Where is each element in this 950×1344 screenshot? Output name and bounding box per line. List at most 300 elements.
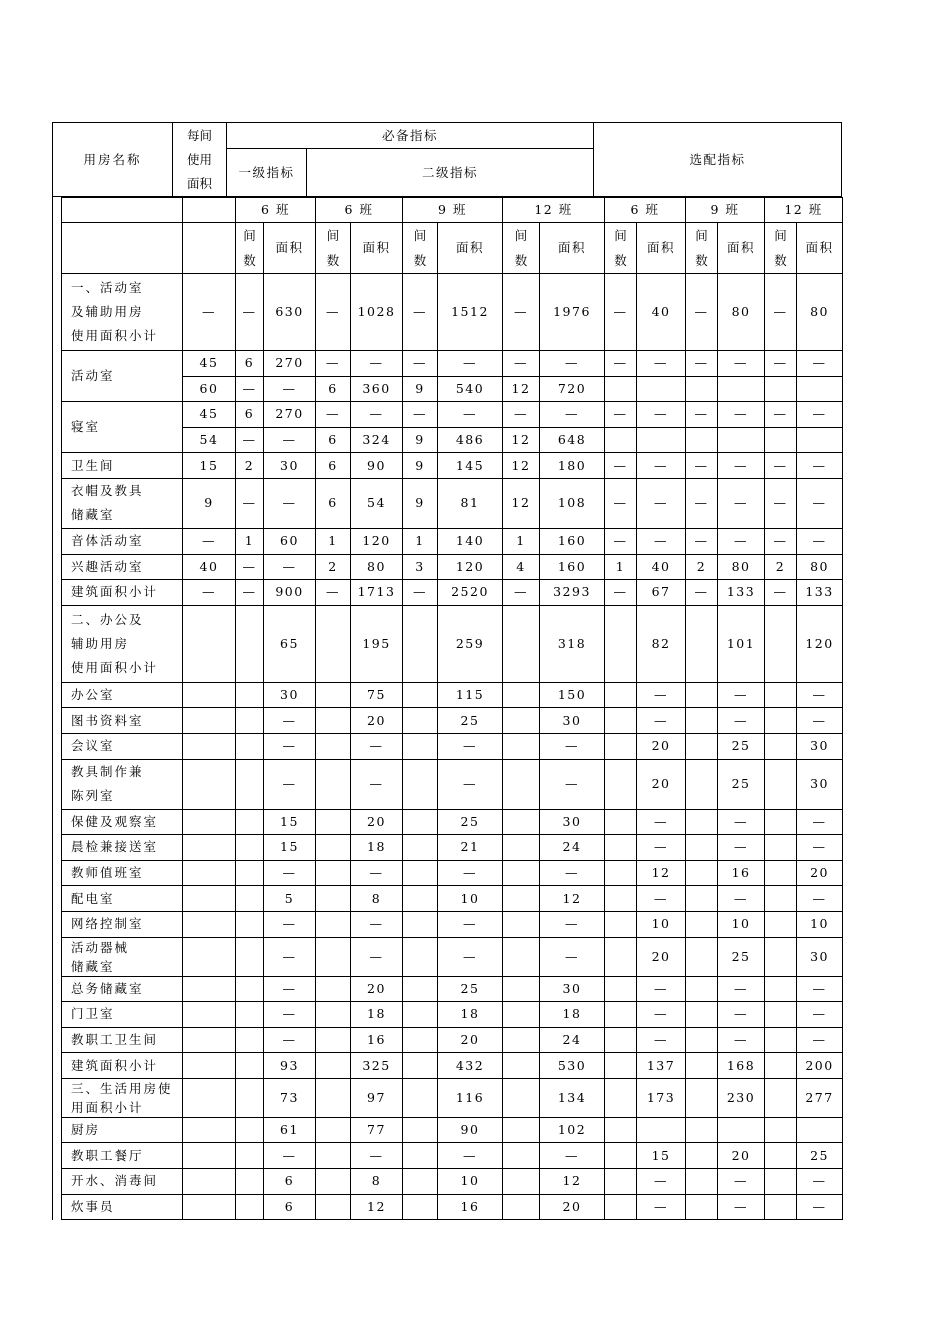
area-cell: — bbox=[797, 478, 843, 528]
blank-cell bbox=[183, 198, 236, 223]
unit-area-cell bbox=[183, 1002, 236, 1028]
room-name-cell: 寝室 bbox=[62, 402, 183, 453]
area-cell: 16 bbox=[438, 1194, 503, 1220]
room-name-cell: 教师值班室 bbox=[62, 860, 183, 886]
area-header: 面积 bbox=[637, 223, 686, 274]
count-cell bbox=[403, 976, 438, 1002]
count-cell: — bbox=[236, 580, 264, 606]
count-cell bbox=[403, 911, 438, 937]
area-cell: — bbox=[718, 708, 765, 734]
area-cell: 432 bbox=[438, 1053, 503, 1079]
room-name-cell: 音体活动室 bbox=[62, 528, 183, 554]
area-cell: 1976 bbox=[540, 274, 605, 351]
area-cell: — bbox=[718, 1002, 765, 1028]
count-cell bbox=[686, 1117, 718, 1143]
count-cell: 2 bbox=[765, 554, 797, 580]
area-cell: — bbox=[718, 1027, 765, 1053]
count-cell: — bbox=[236, 274, 264, 351]
count-header: 间 数 bbox=[686, 223, 718, 274]
area-cell: — bbox=[264, 1027, 316, 1053]
area-cell: — bbox=[718, 1194, 765, 1220]
area-cell: — bbox=[264, 1143, 316, 1169]
count-cell: 3 bbox=[403, 554, 438, 580]
count-cell bbox=[316, 605, 351, 682]
area-cell: — bbox=[540, 759, 605, 809]
area-cell: 18 bbox=[351, 1002, 403, 1028]
area-cell: 259 bbox=[438, 605, 503, 682]
count-cell bbox=[605, 886, 637, 912]
area-cell bbox=[718, 1117, 765, 1143]
table-row bbox=[62, 911, 843, 937]
count-cell: — bbox=[236, 478, 264, 528]
count-cell bbox=[236, 1053, 264, 1079]
area-cell: 318 bbox=[540, 605, 605, 682]
count-cell bbox=[765, 937, 797, 976]
area-cell: 67 bbox=[637, 580, 686, 606]
count-cell bbox=[236, 886, 264, 912]
count-cell bbox=[503, 682, 540, 708]
unit-area-cell: — bbox=[183, 274, 236, 351]
count-cell bbox=[503, 835, 540, 861]
count-cell bbox=[686, 1194, 718, 1220]
count-cell bbox=[765, 708, 797, 734]
area-cell: — bbox=[264, 427, 316, 453]
area-cell: 324 bbox=[351, 427, 403, 453]
count-cell: — bbox=[316, 351, 351, 377]
count-cell bbox=[503, 1078, 540, 1117]
area-cell: 25 bbox=[718, 759, 765, 809]
area-cell: 30 bbox=[797, 759, 843, 809]
room-name-cell: 兴趣活动室 bbox=[62, 554, 183, 580]
table-row bbox=[62, 1117, 843, 1143]
table-row bbox=[62, 274, 843, 351]
table-row bbox=[62, 1027, 843, 1053]
table-row bbox=[62, 528, 843, 554]
count-cell bbox=[686, 1143, 718, 1169]
count-cell bbox=[605, 1194, 637, 1220]
count-cell: 2 bbox=[236, 453, 264, 479]
count-cell: — bbox=[686, 528, 718, 554]
area-cell: — bbox=[637, 528, 686, 554]
count-cell bbox=[316, 1078, 351, 1117]
unit-area-cell: 60 bbox=[183, 376, 236, 402]
count-cell: — bbox=[403, 580, 438, 606]
room-name-cell: 厨房 bbox=[62, 1117, 183, 1143]
count-cell: 2 bbox=[316, 554, 351, 580]
count-header: 间 数 bbox=[403, 223, 438, 274]
area-cell: 54 bbox=[351, 478, 403, 528]
area-cell: 900 bbox=[264, 580, 316, 606]
area-cell: 20 bbox=[637, 733, 686, 759]
area-cell: — bbox=[797, 351, 843, 377]
data-table bbox=[61, 197, 843, 1220]
count-cell: — bbox=[605, 478, 637, 528]
area-cell: 20 bbox=[637, 759, 686, 809]
area-cell: 168 bbox=[718, 1053, 765, 1079]
count-cell bbox=[686, 860, 718, 886]
class-header: 6 班 bbox=[236, 198, 316, 223]
area-cell: 133 bbox=[718, 580, 765, 606]
count-cell: — bbox=[686, 478, 718, 528]
table-header bbox=[52, 122, 842, 197]
count-cell bbox=[403, 1194, 438, 1220]
count-cell: 1 bbox=[403, 528, 438, 554]
area-cell: — bbox=[718, 453, 765, 479]
area-header: 面积 bbox=[540, 223, 605, 274]
unit-area-cell: 15 bbox=[183, 453, 236, 479]
area-cell: 133 bbox=[797, 580, 843, 606]
count-cell: 12 bbox=[503, 427, 540, 453]
count-cell: 6 bbox=[316, 376, 351, 402]
count-cell bbox=[605, 911, 637, 937]
area-cell: 16 bbox=[718, 860, 765, 886]
area-cell: — bbox=[540, 351, 605, 377]
area-cell: — bbox=[264, 733, 316, 759]
count-cell bbox=[503, 937, 540, 976]
count-cell bbox=[503, 886, 540, 912]
area-cell: 116 bbox=[438, 1078, 503, 1117]
count-cell bbox=[236, 759, 264, 809]
area-cell: — bbox=[264, 708, 316, 734]
area-cell: 12 bbox=[351, 1194, 403, 1220]
unit-area-cell bbox=[183, 976, 236, 1002]
class-header: 12 班 bbox=[765, 198, 843, 223]
area-cell: 102 bbox=[540, 1117, 605, 1143]
area-cell: — bbox=[264, 478, 316, 528]
unit-area-cell bbox=[183, 1143, 236, 1169]
area-cell: 25 bbox=[797, 1143, 843, 1169]
room-name-cell: 保健及观察室 bbox=[62, 809, 183, 835]
unit-area-cell: 45 bbox=[183, 402, 236, 428]
area-cell: — bbox=[797, 976, 843, 1002]
area-cell bbox=[718, 427, 765, 453]
area-cell: — bbox=[718, 886, 765, 912]
area-cell: 30 bbox=[540, 708, 605, 734]
area-cell: 75 bbox=[351, 682, 403, 708]
room-name-cell: 办公室 bbox=[62, 682, 183, 708]
unit-area-cell bbox=[183, 1194, 236, 1220]
count-cell bbox=[686, 682, 718, 708]
area-cell bbox=[637, 427, 686, 453]
area-cell: 5 bbox=[264, 886, 316, 912]
room-name-cell: 教职工卫生间 bbox=[62, 1027, 183, 1053]
table-row bbox=[62, 402, 843, 428]
area-cell: 30 bbox=[797, 937, 843, 976]
area-cell: 10 bbox=[718, 911, 765, 937]
count-cell: 9 bbox=[403, 478, 438, 528]
area-cell: 25 bbox=[438, 809, 503, 835]
area-cell: — bbox=[351, 860, 403, 886]
count-cell bbox=[503, 860, 540, 886]
count-cell bbox=[403, 1027, 438, 1053]
count-cell: — bbox=[686, 274, 718, 351]
table-row bbox=[62, 580, 843, 606]
area-cell: 137 bbox=[637, 1053, 686, 1079]
count-cell bbox=[403, 682, 438, 708]
class-header: 9 班 bbox=[403, 198, 503, 223]
count-cell: — bbox=[316, 402, 351, 428]
area-cell: — bbox=[797, 708, 843, 734]
count-cell: 9 bbox=[403, 427, 438, 453]
count-cell bbox=[765, 1117, 797, 1143]
count-cell bbox=[605, 682, 637, 708]
count-cell bbox=[316, 976, 351, 1002]
area-cell: — bbox=[264, 911, 316, 937]
count-cell bbox=[503, 1117, 540, 1143]
count-cell: — bbox=[403, 274, 438, 351]
count-cell bbox=[605, 1078, 637, 1117]
count-cell bbox=[686, 1078, 718, 1117]
class-header: 6 班 bbox=[316, 198, 403, 223]
area-cell: 720 bbox=[540, 376, 605, 402]
area-cell bbox=[637, 376, 686, 402]
area-cell: 120 bbox=[351, 528, 403, 554]
area-cell: — bbox=[264, 860, 316, 886]
area-cell: 20 bbox=[797, 860, 843, 886]
area-cell: — bbox=[540, 733, 605, 759]
blank-cell bbox=[62, 223, 183, 274]
count-cell bbox=[403, 708, 438, 734]
area-cell: — bbox=[351, 1143, 403, 1169]
count-cell bbox=[316, 1169, 351, 1195]
area-cell: — bbox=[637, 886, 686, 912]
count-cell bbox=[686, 759, 718, 809]
table-row bbox=[62, 708, 843, 734]
area-cell: — bbox=[718, 809, 765, 835]
area-cell: 25 bbox=[438, 708, 503, 734]
area-cell: — bbox=[718, 478, 765, 528]
count-cell: — bbox=[605, 351, 637, 377]
count-cell bbox=[403, 1078, 438, 1117]
area-cell: 1512 bbox=[438, 274, 503, 351]
area-cell: 30 bbox=[264, 453, 316, 479]
unit-area-cell: 54 bbox=[183, 427, 236, 453]
count-header: 间 数 bbox=[316, 223, 351, 274]
count-cell bbox=[236, 1117, 264, 1143]
count-cell bbox=[686, 937, 718, 976]
area-cell: — bbox=[797, 453, 843, 479]
count-cell bbox=[765, 427, 797, 453]
sub-header-row bbox=[62, 223, 843, 274]
unit-area-cell bbox=[183, 1169, 236, 1195]
count-cell: 12 bbox=[503, 478, 540, 528]
count-cell: — bbox=[503, 351, 540, 377]
count-cell bbox=[503, 1027, 540, 1053]
count-cell: 1 bbox=[605, 554, 637, 580]
unit-area-cell bbox=[183, 708, 236, 734]
unit-area-cell bbox=[183, 911, 236, 937]
count-cell bbox=[686, 733, 718, 759]
count-cell: — bbox=[765, 580, 797, 606]
blank-cell bbox=[62, 198, 183, 223]
count-cell: — bbox=[765, 478, 797, 528]
area-cell: 20 bbox=[351, 708, 403, 734]
count-cell: — bbox=[605, 402, 637, 428]
area-cell bbox=[637, 1117, 686, 1143]
area-cell: 40 bbox=[637, 274, 686, 351]
count-cell: 6 bbox=[316, 478, 351, 528]
table-row bbox=[62, 835, 843, 861]
area-cell: — bbox=[637, 1169, 686, 1195]
area-cell: — bbox=[797, 1169, 843, 1195]
area-cell: — bbox=[438, 402, 503, 428]
area-cell: 101 bbox=[718, 605, 765, 682]
count-cell bbox=[605, 733, 637, 759]
area-cell: — bbox=[351, 937, 403, 976]
count-cell bbox=[236, 1002, 264, 1028]
area-cell: — bbox=[351, 759, 403, 809]
area-cell: — bbox=[797, 809, 843, 835]
area-cell: 30 bbox=[797, 733, 843, 759]
area-cell: — bbox=[637, 976, 686, 1002]
count-cell: 2 bbox=[686, 554, 718, 580]
count-cell bbox=[765, 605, 797, 682]
area-cell: — bbox=[264, 1002, 316, 1028]
area-cell: 2520 bbox=[438, 580, 503, 606]
area-cell: — bbox=[637, 351, 686, 377]
area-cell: 73 bbox=[264, 1078, 316, 1117]
count-cell: 1 bbox=[503, 528, 540, 554]
room-name-cell: 建筑面积小计 bbox=[62, 1053, 183, 1079]
area-cell: 277 bbox=[797, 1078, 843, 1117]
area-cell: — bbox=[797, 402, 843, 428]
table-row bbox=[62, 605, 843, 682]
area-cell: — bbox=[438, 759, 503, 809]
count-cell bbox=[605, 376, 637, 402]
unit-area-cell bbox=[183, 759, 236, 809]
count-cell bbox=[236, 835, 264, 861]
area-cell: 360 bbox=[351, 376, 403, 402]
area-cell: — bbox=[637, 1027, 686, 1053]
header-unit-area: 每间 使用 面积 bbox=[173, 123, 227, 197]
area-cell: 12 bbox=[540, 1169, 605, 1195]
area-cell: — bbox=[264, 976, 316, 1002]
area-cell: — bbox=[718, 351, 765, 377]
area-cell: 120 bbox=[438, 554, 503, 580]
area-cell: — bbox=[797, 1194, 843, 1220]
count-cell bbox=[236, 1169, 264, 1195]
count-cell: 9 bbox=[403, 376, 438, 402]
count-cell bbox=[236, 911, 264, 937]
area-cell: — bbox=[264, 759, 316, 809]
unit-area-cell: — bbox=[183, 528, 236, 554]
count-cell bbox=[316, 733, 351, 759]
header-optional: 选配指标 bbox=[594, 123, 842, 197]
count-cell bbox=[605, 1117, 637, 1143]
count-cell: — bbox=[605, 528, 637, 554]
table-row bbox=[62, 1169, 843, 1195]
area-cell: 77 bbox=[351, 1117, 403, 1143]
area-cell: — bbox=[637, 1194, 686, 1220]
count-cell: 6 bbox=[236, 402, 264, 428]
area-cell: 30 bbox=[540, 809, 605, 835]
count-cell bbox=[316, 809, 351, 835]
area-cell: — bbox=[438, 1143, 503, 1169]
count-cell bbox=[403, 860, 438, 886]
room-name-cell: 会议室 bbox=[62, 733, 183, 759]
count-cell: — bbox=[403, 351, 438, 377]
count-cell bbox=[503, 1194, 540, 1220]
count-cell: — bbox=[316, 274, 351, 351]
unit-area-cell: 40 bbox=[183, 554, 236, 580]
area-cell: — bbox=[351, 402, 403, 428]
count-cell bbox=[403, 937, 438, 976]
area-cell: 65 bbox=[264, 605, 316, 682]
area-header: 面积 bbox=[264, 223, 316, 274]
count-cell bbox=[316, 1194, 351, 1220]
table-row bbox=[62, 759, 843, 809]
count-cell bbox=[765, 1169, 797, 1195]
count-cell bbox=[503, 911, 540, 937]
area-cell: 120 bbox=[797, 605, 843, 682]
area-cell: 160 bbox=[540, 528, 605, 554]
count-cell bbox=[236, 976, 264, 1002]
table-row bbox=[62, 554, 843, 580]
area-cell: 540 bbox=[438, 376, 503, 402]
count-cell bbox=[236, 1078, 264, 1117]
count-cell bbox=[605, 1027, 637, 1053]
area-cell: 18 bbox=[438, 1002, 503, 1028]
class-header: 9 班 bbox=[686, 198, 765, 223]
count-cell: — bbox=[686, 351, 718, 377]
area-cell: — bbox=[637, 682, 686, 708]
area-cell: — bbox=[637, 478, 686, 528]
count-cell: — bbox=[686, 580, 718, 606]
area-header: 面积 bbox=[797, 223, 843, 274]
room-name-cell: 教职工餐厅 bbox=[62, 1143, 183, 1169]
unit-area-cell bbox=[183, 809, 236, 835]
area-header: 面积 bbox=[438, 223, 503, 274]
count-cell: 1 bbox=[236, 528, 264, 554]
area-cell: — bbox=[637, 708, 686, 734]
count-cell: — bbox=[236, 427, 264, 453]
count-cell: 9 bbox=[403, 453, 438, 479]
count-cell bbox=[316, 1053, 351, 1079]
area-cell: — bbox=[438, 860, 503, 886]
area-cell: 145 bbox=[438, 453, 503, 479]
area-cell: 12 bbox=[540, 886, 605, 912]
count-cell bbox=[403, 733, 438, 759]
left-border-line bbox=[52, 197, 53, 1220]
room-name-cell: 衣帽及教具 储藏室 bbox=[62, 478, 183, 528]
count-cell bbox=[605, 1169, 637, 1195]
header-level2: 二级指标 bbox=[307, 149, 594, 197]
unit-area-cell bbox=[183, 1053, 236, 1079]
area-cell: 80 bbox=[718, 554, 765, 580]
area-cell: 15 bbox=[264, 835, 316, 861]
room-name-cell: 一、活动室 及辅助用房 使用面积小计 bbox=[62, 274, 183, 351]
area-cell: — bbox=[351, 911, 403, 937]
unit-area-cell bbox=[183, 1027, 236, 1053]
area-cell: 97 bbox=[351, 1078, 403, 1117]
room-name-cell: 晨检兼接送室 bbox=[62, 835, 183, 861]
table-row bbox=[62, 1194, 843, 1220]
table-row bbox=[62, 1053, 843, 1079]
count-cell bbox=[503, 1053, 540, 1079]
count-header: 间 数 bbox=[765, 223, 797, 274]
area-cell: 80 bbox=[797, 554, 843, 580]
area-cell: — bbox=[637, 1002, 686, 1028]
area-cell: — bbox=[351, 733, 403, 759]
count-cell bbox=[605, 976, 637, 1002]
area-cell: 648 bbox=[540, 427, 605, 453]
room-name-cell: 二、办公及 辅助用房 使用面积小计 bbox=[62, 605, 183, 682]
count-cell bbox=[403, 1169, 438, 1195]
count-cell: — bbox=[605, 453, 637, 479]
unit-area-cell bbox=[183, 605, 236, 682]
count-cell: — bbox=[503, 580, 540, 606]
header-room-name: 用房名称 bbox=[53, 123, 173, 197]
